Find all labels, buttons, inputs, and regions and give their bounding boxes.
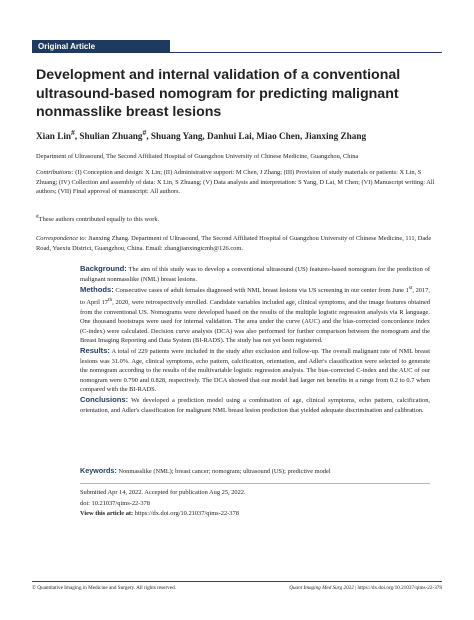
results-label: Results:	[80, 346, 110, 355]
conclusions-label: Conclusions:	[80, 394, 129, 404]
methods-label: Methods:	[80, 285, 114, 295]
author: Danhui Lai	[207, 131, 252, 142]
article-title: Development and internal validation of a conventional ultrasound-based nomogram for predicting malignant nonmasslike breast lesions	[36, 67, 401, 120]
author-mark: #	[142, 128, 147, 137]
author-list: Xian Lin#, Shulian Zhuang#, Shuang Yang, Danhui Lai, Miao Chen, Jianxing Zhang	[36, 128, 367, 142]
abstract	[80, 264, 430, 415]
contributions-label: Contributions:	[36, 169, 74, 176]
author-mark: #	[70, 128, 75, 137]
header-rule	[170, 52, 442, 53]
equal-mark: #	[36, 214, 39, 220]
doi: doi: 10.21037/qims-22-378	[80, 499, 150, 507]
keywords-label: Keywords:	[80, 466, 117, 475]
keywords-text: Nonmasslike (NML); breast cancer; nomogram; ultrasound (US); predictive model	[118, 468, 331, 475]
author: Xian Lin	[36, 131, 71, 142]
methods-text: , 2020, were retrospectively enrolled. Candidate variables included age, clinical symptoms, and the image features obtained from the conventional US. Nomograms were developed based on the results of the multiple logistic regression analysis via R language. One thousand bootstraps were used for internal validation. The area under the curve (AUC) and the bias-corrected concordance index (C-index) were calculated. Decision curve analysis (DCA) was also performed for further comparison between the nomogram and the Breast Imaging Reporting and Data System (BI-RADS). The study has not yet been registered.	[80, 299, 430, 345]
abstract-results	[80, 346, 430, 395]
methods-sup: th	[107, 296, 113, 303]
background-label: Background:	[80, 264, 127, 273]
article-type-banner: Original Article	[32, 40, 170, 53]
footer-journal-name: Quant Imaging Med Surg 2022	[289, 585, 354, 591]
equal-contribution-note	[36, 213, 440, 225]
abstract-methods	[80, 284, 430, 346]
footer-journal	[289, 585, 442, 591]
author: Miao Chen	[256, 131, 300, 142]
affiliation: Department of Ultrasound, The Second Affiliated Hospital of Guangzhou University of Chinese Medicine, Guangzhou, China	[36, 153, 359, 160]
author: Shulian Zhuang	[79, 131, 143, 142]
footer-copyright: © Quantitative Imaging in Medicine and Surgery. All rights reserved.	[32, 585, 176, 591]
abstract-conclusions	[80, 395, 430, 415]
submitted-date: Submitted Apr 14, 2022. Accepted for publication Aug 25, 2022.	[80, 489, 246, 496]
publication-info	[80, 488, 430, 520]
methods-sup: st	[408, 285, 413, 292]
methods-text: Consecutive cases of adult females diagnosed with NML breast lesions via US screening in our center from June 1	[115, 287, 409, 295]
results-text: A total of 229 patients were included in the study after exclusion and follow-up. The overall malignant rate of NML breast lesions was 31.0%. Age, clinical symptoms, echo pattern, calcification, orientation, and Adler's classification were selected to generate the nomogram according to the results of the multivariable logistic regression analysis. The bias-corrected C-index and the AUC of our nomogram were 0.790 and 0.828, respectively. The DCA showed that our model had larger net benefits in a range from 0.2 to 0.7 when compared with the BI-RADS.	[80, 348, 430, 394]
conclusions-text: We developed a prediction model using a combination of age, clinical symptoms, echo pattern, calcification, orientation, and Adler's classification for malignant NML breast lesion prediction that yielded adequate discrimination and calibration.	[80, 396, 431, 414]
background-text: The aim of this study was to develop a conventional ultrasound (US) features-based nomogram for the prediction of malignant nonmasslike (NML) breast lesions.	[80, 266, 431, 283]
keywords-rule	[80, 483, 430, 484]
footer-rule	[32, 581, 442, 582]
correspondence-text: Jianxing Zhang. Department of Ultrasound, The Second Affiliated Hospital of Guangzhou University of Chinese Medicine, 111, Dade Road, Yuexiu District, Guangzhou, China. Email: zhangjianxingtcmb@126.com.	[36, 235, 432, 252]
view-label: View this article at:	[80, 510, 134, 517]
abstract-background	[80, 264, 430, 284]
contributions-text: (I) Conception and design: X Lin; (II) Administrative support: M Chen, J Zhang; (III) Provision of study materials or patients: X Lin, S Zhuang; (IV) Collection and assembly of data: X Lin, S Zhuang; (V) Data analysis and interpretation: S Yang, D Lai, M Chen; (VI) Manuscript writing: All authors; (VII) Final approval of manuscript: All authors.	[36, 169, 435, 196]
author: Shuang Yang	[150, 131, 203, 142]
view-article	[80, 509, 430, 520]
contributions	[36, 168, 440, 197]
methods-text: , 2017, to April 17	[80, 287, 430, 307]
correspondence	[36, 234, 440, 253]
view-url-link[interactable]: https://dx.doi.org/10.21037/qims-22-378	[134, 510, 239, 517]
author: Jianxing Zhang	[304, 131, 367, 142]
keywords	[80, 466, 430, 477]
equal-text: These authors contributed equally to this work.	[38, 216, 160, 224]
footer-journal-url: | https://dx.doi.org/10.21037/qims-22-378	[355, 585, 442, 591]
correspondence-label: Correspondence to:	[36, 235, 87, 242]
